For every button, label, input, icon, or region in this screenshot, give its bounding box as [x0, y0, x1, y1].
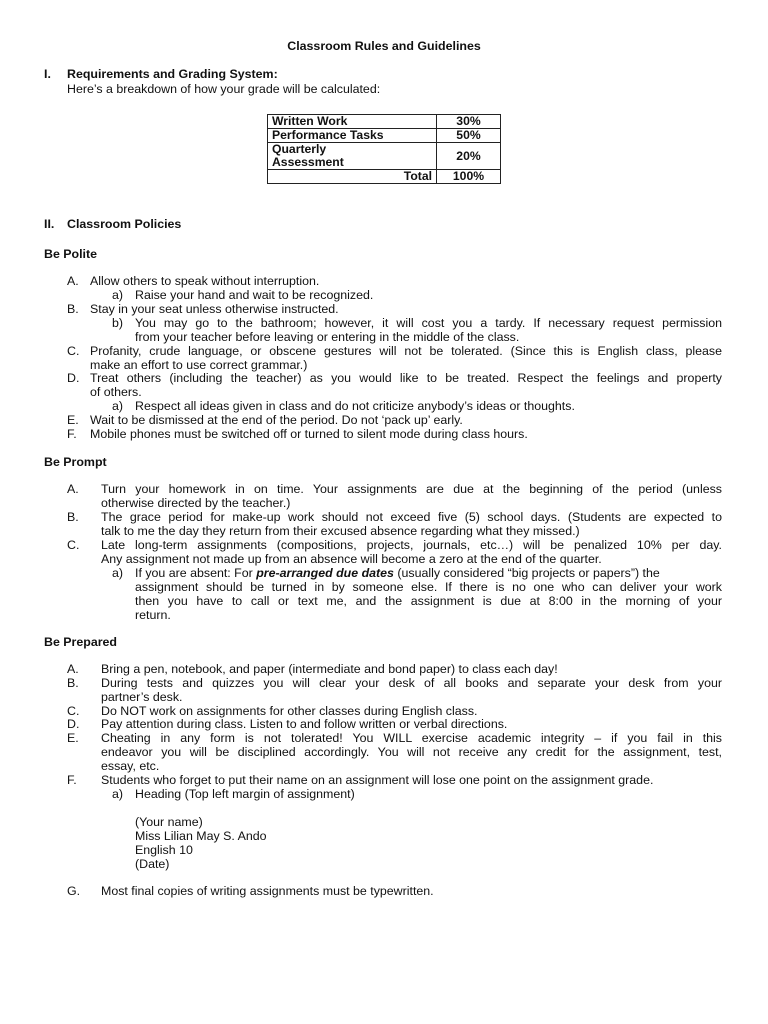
table-cell-label: Written Work	[268, 115, 437, 129]
list-item: Pay attention during class. Listen to and follow written or verbal directions.	[101, 717, 508, 731]
absent-text-cont: (usually considered “big projects or papers”) the	[393, 566, 660, 580]
list-marker: B.	[67, 302, 79, 316]
list-item: Raise your hand and wait to be recognized.	[135, 288, 374, 302]
list-item-continued: endeavor you will be disciplined accordingly. You will not receive any credit for the assignment, test,	[101, 745, 722, 759]
list-marker: C.	[67, 704, 80, 718]
list-marker: a)	[112, 288, 124, 302]
list-marker: a)	[112, 399, 124, 413]
be-prompt-heading: Be Prompt	[44, 455, 107, 469]
table-cell-value: 50%	[437, 129, 501, 143]
list-marker: F.	[67, 427, 77, 441]
list-marker: E.	[67, 731, 79, 745]
list-item-continued: from your teacher before leaving or entering in the middle of the class.	[135, 330, 520, 344]
list-item-continued: of others.	[90, 385, 142, 399]
list-marker: G.	[67, 884, 81, 898]
list-marker: F.	[67, 773, 77, 787]
list-marker: B.	[67, 676, 79, 690]
list-item: You may go to the bathroom; however, it will cost you a tardy. If necessary request permission	[135, 316, 722, 330]
list-item: Do NOT work on assignments for other classes during English class.	[101, 704, 478, 718]
list-item-continued: make an effort to use correct grammar.)	[90, 358, 308, 372]
list-marker: E.	[67, 413, 79, 427]
list-marker: b)	[112, 316, 124, 330]
list-item	[135, 566, 722, 580]
list-item-continued: assignment should be turned in by someone else. If there is no one who can deliver your work	[135, 580, 722, 594]
section-1-heading: Requirements and Grading System:	[67, 67, 278, 81]
table-cell-value: 100%	[437, 170, 501, 184]
list-item: Students who forget to put their name on an assignment will lose one point on the assignment grade.	[101, 773, 654, 787]
list-marker: A.	[67, 482, 79, 496]
section-1-numeral: I.	[44, 67, 51, 81]
table-cell-value: 30%	[437, 115, 501, 129]
label-line: Quarterly	[272, 142, 327, 156]
list-item: Most final copies of writing assignments must be typewritten.	[101, 884, 434, 898]
list-item: Treat others (including the teacher) as you would like to be treated. Respect the feelings and property	[90, 371, 722, 385]
section-2-heading: Classroom Policies	[67, 217, 182, 231]
due-dates-emphasis: pre-arranged due dates	[256, 566, 394, 580]
list-item-continued: return.	[135, 608, 171, 622]
list-item: Cheating in any form is not tolerated! You WILL exercise academic integrity – if you fail in this	[101, 731, 722, 745]
table-cell-value: 20%	[437, 143, 501, 170]
table-row	[268, 115, 501, 129]
heading-example-line: Miss Lilian May S. Ando	[135, 829, 267, 843]
list-marker: a)	[112, 566, 124, 580]
list-marker: C.	[67, 538, 80, 552]
table-row	[268, 129, 501, 143]
table-cell-label: Total	[268, 170, 437, 184]
list-item: Heading (Top left margin of assignment)	[135, 787, 355, 801]
heading-example-line: English 10	[135, 843, 193, 857]
be-polite-heading: Be Polite	[44, 247, 98, 261]
list-item: Allow others to speak without interruption.	[90, 274, 320, 288]
list-marker: a)	[112, 787, 124, 801]
list-item: Late long-term assignments (compositions, projects, journals, etc…) will be penalized 10% per day.	[101, 538, 722, 552]
table-cell-label: Performance Tasks	[268, 129, 437, 143]
list-item-continued: talk to me the day they return from their excused absence regarding what they missed.)	[101, 524, 580, 538]
list-marker: A.	[67, 274, 79, 288]
list-marker: A.	[67, 662, 79, 676]
list-item-continued: then you have to call or text me, and the assignment is due at 8:00 in the morning of your	[135, 594, 722, 608]
be-prepared-heading: Be Prepared	[44, 635, 118, 649]
absent-text: If you are absent: For	[135, 566, 257, 580]
document-title: Classroom Rules and Guidelines	[287, 39, 481, 53]
list-item: The grace period for make-up work should not exceed five (5) school days. (Students are expected to	[101, 510, 722, 524]
list-marker: D.	[67, 717, 80, 731]
list-marker: B.	[67, 510, 79, 524]
list-item: Turn your homework in on time. Your assignments are due at the beginning of the period (unless	[101, 482, 722, 496]
heading-example-line: (Date)	[135, 857, 170, 871]
list-item-continued: Any assignment not made up from an absence will become a zero at the end of the quarter.	[101, 552, 602, 566]
list-item-continued: essay, etc.	[101, 759, 160, 773]
list-item: Stay in your seat unless otherwise instructed.	[90, 302, 339, 316]
list-item: Bring a pen, notebook, and paper (intermediate and bond paper) to class each day!	[101, 662, 558, 676]
list-item: Profanity, crude language, or obscene gestures will not be tolerated. (Since this is English class, please	[90, 344, 722, 358]
list-item: Wait to be dismissed at the end of the period. Do not ‘pack up’ early.	[90, 413, 463, 427]
table-row	[268, 143, 501, 170]
label-line: Assessment	[272, 155, 344, 169]
list-marker: C.	[67, 344, 80, 358]
list-item-continued: partner’s desk.	[101, 690, 183, 704]
list-item-continued: otherwise directed by the teacher.)	[101, 496, 291, 510]
table-cell-label	[268, 143, 437, 170]
list-item: Respect all ideas given in class and do not criticize anybody’s ideas or thoughts.	[135, 399, 575, 413]
heading-example-line: (Your name)	[135, 815, 203, 829]
section-1-intro: Here’s a breakdown of how your grade will be calculated:	[67, 82, 381, 96]
grade-table	[267, 114, 501, 184]
list-marker: D.	[67, 371, 80, 385]
list-item: During tests and quizzes you will clear your desk of all books and separate your desk from your	[101, 676, 722, 690]
table-row	[268, 170, 501, 184]
list-item: Mobile phones must be switched off or turned to silent mode during class hours.	[90, 427, 528, 441]
section-2-numeral: II.	[44, 217, 55, 231]
